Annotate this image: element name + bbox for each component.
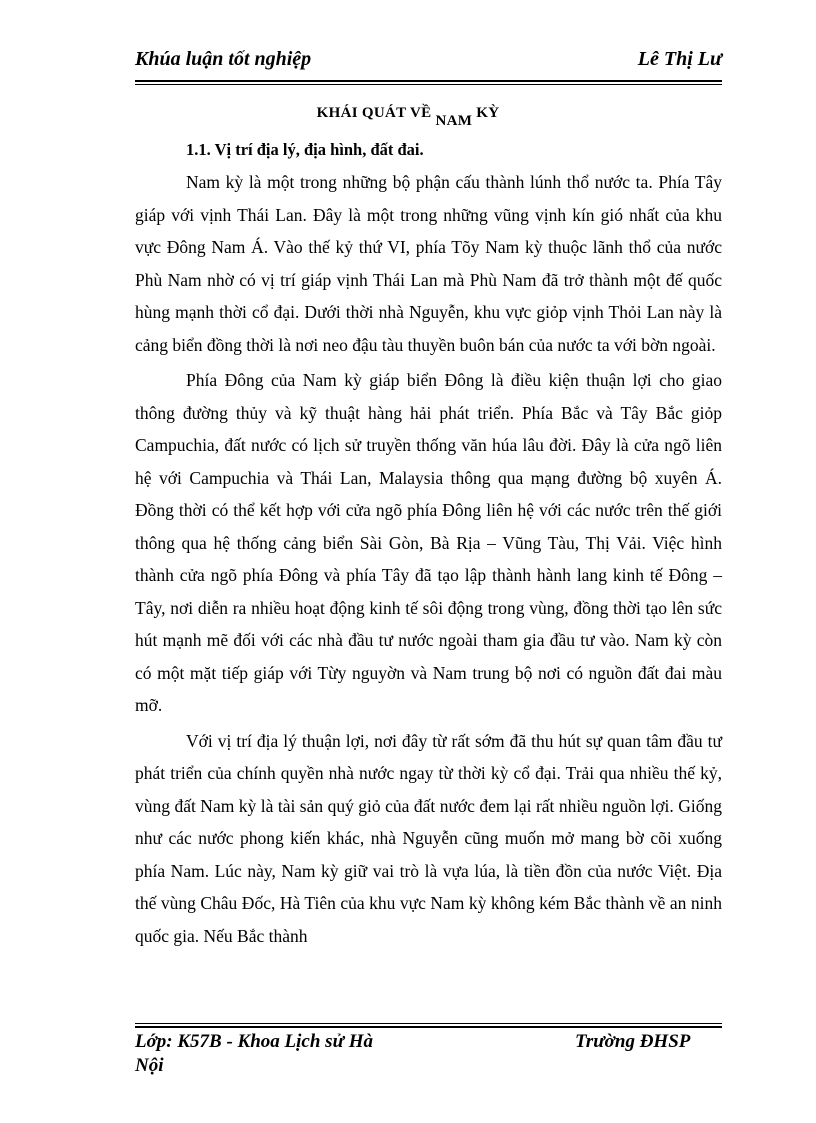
section-heading: 1.1. Vị trí địa lý, địa hình, đất đai. [186,140,424,159]
paragraph: Nam kỳ là một trong những bộ phận cấu thành lúnh thổ nước ta. Phía Tây giáp với vịnh Thái Lan. Đây là một trong những vũng vịnh kín gió nhất của khu vực Đông Nam Á. Vào thế kỷ thứ VI, phía Tõy Nam kỳ thuộc lãnh thổ của nước Phù Nam nhờ có vị trí giáp vịnh Thái Lan mà Phù Nam đã trở thành một đế quốc hùng mạnh thời cổ đại. Dưới thời nhà Nguyễn, khu vực giỏp vịnh Thỏi Lan này là cảng biển đồng thời là nơi neo đậu tàu thuyền buôn bán của nước ta với bờn ngoài. [135,172,722,355]
header-author-name: Lê Thị Lư [637,48,722,70]
header-divider [135,80,722,85]
chapter-title-part1: KHÁI QUÁT VỀ [316,105,436,121]
chapter-title-part3: KỲ [472,105,500,121]
chapter-title [0,105,816,129]
body-text [135,166,722,955]
paragraph: Phía Đông của Nam kỳ giáp biển Đông là điều kiện thuận lợi cho giao thông đường thủy và kỹ thuật hàng hải phát triển. Phía Bắc và Tây Bắc giỏp Campuchia, đất nước có lịch sử truyền thống văn húa lâu đời. Đây là cửa ngõ liên hệ với Campuchia và Thái Lan, Malaysia thông qua mạng đường bộ xuyên Á. Đồng thời có thể kết hợp với cửa ngõ phía Đông liên hệ với các nước trên thế giới thông qua hệ thống cảng biển Sài Gòn, Bà Rịa – Vũng Tàu, Thị Vải. Việc hình thành cửa ngõ phía Đông và phía Tây đã tạo lập thành hành lang kinh tế Đông – Tây, nơi diễn ra nhiều hoạt động kinh tế sôi động trong vùng, đồng thời tạo lên sức hút mạnh mẽ đối với các nhà đầu tư nước ngoài tham gia đầu tư vào. Nam kỳ còn có một mặt tiếp giáp với Từy nguyờn và Nam trung bộ nơi có nguồn đất đai màu mỡ. [135,370,722,715]
footer-divider [135,1023,722,1028]
chapter-title-part2: NAM [435,113,473,129]
paragraph: Với vị trí địa lý thuận lợi, nơi đây từ rất sớm đã thu hút sự quan tâm đầu tư phát triển của chính quyền nhà nước ngay từ thời kỳ cổ đại. Trải qua nhiều thế kỷ, vùng đất Nam kỳ là tài sản quý giỏ của đất nước đem lại rất nhiều nguồn lợi. Giống như các nước phong kiến khác, nhà Nguyễn cũng muốn mở mang bờ cõi xuống phía Nam. Lúc này, Nam kỳ giữ vai trò là vựa lúa, là tiền đồn của nước Việt. Địa thế vùng Châu Đốc, Hà Tiên của khu vực Nam kỳ không kém Bắc thành về an ninh quốc gia. Nếu Bắc thành [135,730,722,946]
header-thesis-label: Khúa luận tốt nghiệp [135,48,312,70]
footer-class-label: Lớp: K57B - Khoa Lịch sử Hà Nội [135,1031,373,1076]
footer-school-label: Trường ĐHSP [575,1031,691,1052]
